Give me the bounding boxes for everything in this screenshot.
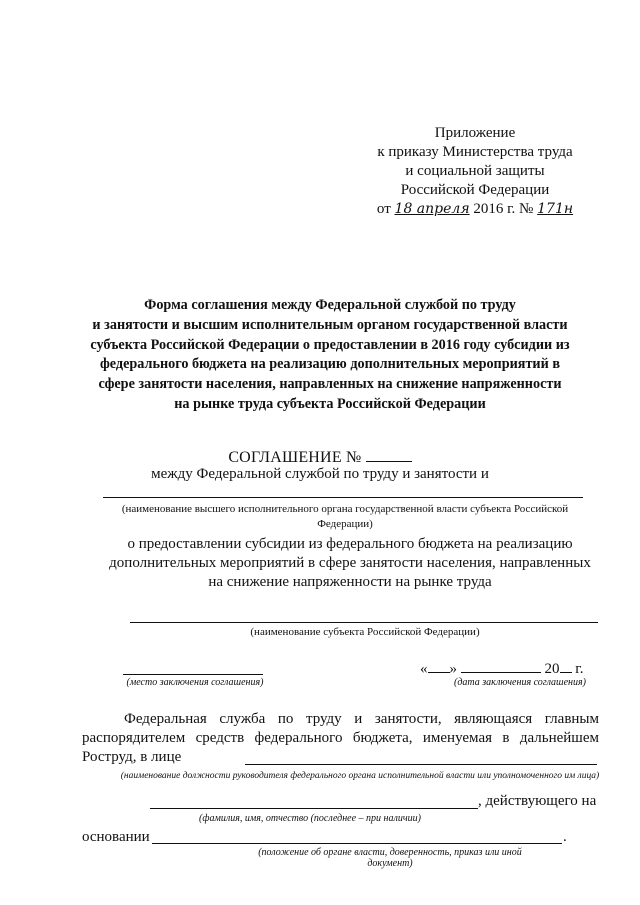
date-hint: (дата заключения соглашения) bbox=[454, 677, 586, 688]
form-title bbox=[60, 296, 600, 415]
subject-name-line[interactable] bbox=[130, 622, 598, 623]
date-row bbox=[420, 660, 610, 678]
month-blank[interactable] bbox=[461, 660, 541, 673]
appendix-line-3: и социальной защиты bbox=[405, 163, 545, 179]
form-title-line: и занятости и высшим исполнительным органом государственной власти bbox=[92, 316, 568, 333]
official-hint: (наименование должности руководителя федерального органа исполнительной власти или уполномоченного им лица) bbox=[120, 771, 600, 781]
place-line[interactable] bbox=[123, 674, 263, 675]
day-blank[interactable] bbox=[428, 660, 450, 673]
name-hint: (фамилия, имя, отчество (последнее – при наличии) bbox=[199, 813, 421, 824]
form-title-line: федерального бюджета на реализацию дополнительных мероприятий в bbox=[99, 356, 560, 373]
date-close-quote: » bbox=[449, 661, 457, 677]
date-prefix: от bbox=[376, 201, 391, 217]
appendix-line-1: Приложение bbox=[434, 125, 516, 141]
agreement-number-blank[interactable] bbox=[366, 448, 412, 462]
form-title-line: субъекта Российской Федерации о предоставлении в 2016 году субсидии из bbox=[90, 336, 570, 353]
name-line[interactable] bbox=[150, 808, 478, 809]
appendix-line-2: к приказу Министерства труда bbox=[377, 144, 573, 160]
appendix-date-line bbox=[350, 200, 600, 219]
year-blank[interactable] bbox=[560, 660, 572, 673]
basis-label: основании bbox=[82, 829, 150, 845]
agreement-between-text: между Федеральной службой по труду и занятости и bbox=[151, 466, 489, 482]
appendix-block bbox=[350, 124, 600, 219]
appendix-line-4: Российской Федерации bbox=[400, 182, 550, 198]
body-paragraph bbox=[82, 710, 599, 767]
handwritten-date: 18 апреля bbox=[394, 201, 470, 217]
handwritten-number: 171н bbox=[537, 201, 574, 217]
form-title-line: на рынке труда субъекта Российской Федерации bbox=[174, 395, 486, 412]
body-paragraph-text: Федеральная служба по труду и занятости, являющаяся главным распорядителем средств федерального бюджета, именуемая в дальнейшем Роструд, в лице bbox=[82, 711, 599, 765]
place-hint: (место заключения соглашения) bbox=[126, 677, 264, 688]
acting-text: , действующего на bbox=[478, 793, 597, 809]
year-text: 2016 г. № bbox=[473, 201, 534, 217]
agreement-title-text: СОГЛАШЕНИЕ № bbox=[228, 449, 362, 466]
authority-hint: (наименование высшего исполнительного органа государственной власти субъекта Российской Федерации) bbox=[121, 503, 569, 530]
subject-hint: (наименование субъекта Российской Федерации) bbox=[250, 626, 480, 638]
basis-hint: (положение об органе власти, доверенность, приказ или иной документ) bbox=[258, 847, 522, 869]
basis-end: . bbox=[563, 829, 567, 845]
agreement-title bbox=[0, 448, 640, 467]
date-year-prefix: 20 bbox=[544, 661, 560, 677]
date-open-quote: « bbox=[420, 661, 428, 677]
authority-name-line[interactable] bbox=[103, 497, 583, 498]
subsidy-text: о предоставлении субсидии из федерального бюджета на реализацию дополнительных мероприятий в сфере занятости населения, направленных на снижение напряженности на рынке труда bbox=[109, 536, 591, 590]
date-year-suffix: г. bbox=[575, 661, 584, 677]
form-title-line: Форма соглашения между Федеральной службой по труду bbox=[144, 297, 516, 313]
basis-line[interactable] bbox=[152, 843, 562, 844]
official-line[interactable] bbox=[245, 764, 597, 765]
form-title-line: сфере занятости населения, направленных на снижение напряженности bbox=[98, 376, 562, 393]
